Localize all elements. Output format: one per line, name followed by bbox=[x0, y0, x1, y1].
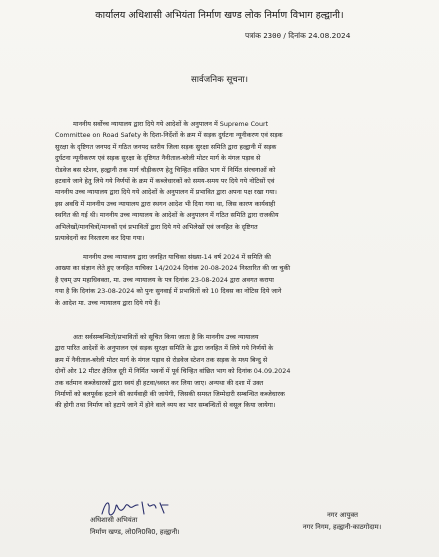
paragraph-line: है एवम् उप महाधिवक्ता, मा. उच्च न्यायालय के पत्र दिनांक 23-08-2024 द्वारा अवगत कराया bbox=[55, 275, 274, 284]
paragraph-line: आख्या का संज्ञान लेते हुए जनहित याचिका 14/2024 दिनांक 20-08-2024 निस्तारित की जा चुकी bbox=[55, 264, 291, 273]
paragraph-line: Committee on Road Safety के दिशा-निर्देशों के क्रम में सड़क दुर्घटना न्यूनीकरण एवं सड़क bbox=[55, 131, 283, 140]
paragraph-line: इस अवधि में माननीय उच्च न्यायालय द्वारा स्थगन आदेश भी दिया गया था, जिस कारण कार्यवाही bbox=[55, 199, 276, 208]
paragraph-line: गया है कि दिनांक 23-08-2024 को पुनः सुनवाई में प्रभावितों को 10 दिवस का नोटिस दिये जाने bbox=[55, 287, 282, 296]
signatory-left-title: अधिशासी अभियंता bbox=[90, 516, 138, 524]
paragraph-line: निर्माणों को बलपूर्वक हटाने की कार्यवाही की जायेगी, जिसकी समस्त जिम्मेदारी सम्बन्धित कब्जेधारक bbox=[55, 390, 285, 399]
paragraph-2 bbox=[55, 252, 425, 326]
paragraph-line: माननीय उच्च न्यायालय द्वारा जनहित याचिका संख्या-14 वर्ष 2024 में समिति की bbox=[83, 253, 271, 261]
paragraph-line: अभिलेखों/मानचित्रों/मानकों एवं प्रभावितों द्वारा दिये गये अभिलेखों एवं जनहित के दृष्टिगत bbox=[55, 222, 258, 231]
reference-line bbox=[245, 31, 350, 41]
paragraph-line: स्थगित की गई थी। माननीय उच्च न्यायालय के आदेशों के अनुपालन में गठित समिति द्वारा राजकीय bbox=[55, 211, 279, 220]
notice-title: सार्वजनिक सूचना। bbox=[190, 75, 249, 85]
signatory-right bbox=[287, 509, 397, 533]
paragraph-line: तक वर्तमान कब्जेधारकों द्वारा स्वयं ही हटवा/ध्वस्त कर लिया जाए। अन्यथा की दशा में उक्त bbox=[55, 378, 264, 387]
paragraph-1 bbox=[55, 119, 425, 248]
paragraph-line: दोनों ओर 12 मीटर क्षैतिज दूरी में निर्मित भवनों में पूर्व चिन्हित वांछित भाग को दिनांक 04.09.2024 bbox=[55, 367, 291, 376]
signatory-left-office: निर्माण खण्ड, लो0नि0वि0, हल्द्वानी। bbox=[90, 528, 180, 536]
paragraph-line: माननीय उच्च न्यायालय द्वारा दिये गये आदेशों के अनुपालन में प्रभावित द्वारा अपना पक्ष रखा गया। bbox=[55, 188, 277, 197]
paragraph-line: प्रत्यावेदनों का निस्तारण कर दिया गया। bbox=[55, 234, 145, 243]
signatory-right-office: नगर निगम, हल्द्वानी-काठगोदाम। bbox=[302, 523, 382, 531]
reference-date-label: / दिनांक bbox=[283, 31, 306, 40]
paragraph-line: रोडवेज बस स्टेशन, हल्द्वानी तक मार्ग चौड़ीकरण हेतु चिन्हित वांछित भाग में निर्मित संरचनाओं को bbox=[55, 165, 276, 174]
paragraph-3 bbox=[55, 332, 425, 429]
paragraph-line: माननीय सर्वोच्च न्यायालय द्वारा दिये गये आदेशों के अनुपालन में Supreme Court bbox=[73, 120, 269, 128]
paragraph-line: द्वारा पारित आदेशों के अनुपालन एवं सड़क सुरक्षा समिति के द्वारा जनहित में लिये गये निर्णयों के bbox=[55, 344, 274, 353]
paragraph-line: दुर्घटना न्यूनीकरण एवं सड़क सुरक्षा के दृष्टिगत नैनीताल-बरेली मोटर मार्ग के मंगल पड़ाव से bbox=[55, 154, 261, 163]
signatory-left bbox=[90, 514, 180, 538]
paragraph-line: सुरक्षा के दृष्टिगत जनपद में गठित जनपद स्तरीय जिला सड़क सुरक्षा समिति द्वारा हल्द्वानी में सड़क bbox=[55, 142, 277, 151]
reference-label: पत्रांक bbox=[245, 31, 261, 40]
reference-number: 2300 bbox=[263, 31, 282, 40]
paragraph-line: की होगी तथा निर्माण को हटाये जाने में होने वाले व्यय का भार सम्बन्धितों से वसूल किया जायेगा। bbox=[55, 401, 276, 410]
signatory-right-title: नगर आयुक्त bbox=[327, 511, 358, 519]
office-header: कार्यालय अधिशासी अभियंता निर्माण खण्ड लोक निर्माण विभाग हल्द्वानी। bbox=[95, 10, 344, 21]
paragraph-line: हटवाये जाने हेतु लिये गये निर्णयों के क्रम में कब्जेधारकों को समय-समय पर दिये गये नोटिसों एवं bbox=[55, 177, 275, 186]
paragraph-line: के आदेश मा. उच्च न्यायालय द्वारा दिये गये हैं। bbox=[55, 298, 161, 307]
paragraph-line: अतः सर्वसम्बन्धितों/प्रभावितों को सूचित किया जाता है कि माननीय उच्च न्यायालय bbox=[73, 333, 259, 341]
paragraph-line: क्रम में नैनीताल-बरेली मोटर मार्ग के मंगल पड़ाव से रोडवेज स्टेशन तक सड़क के मध्य बिन्दु से bbox=[55, 355, 268, 364]
reference-date: 24.08.2024 bbox=[308, 31, 351, 40]
